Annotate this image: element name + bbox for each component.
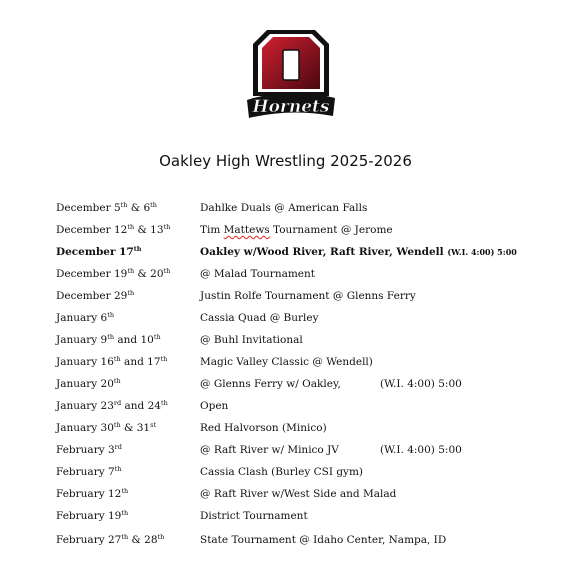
- schedule-event: [200, 444, 339, 456]
- schedule-event: [200, 268, 315, 280]
- date-start: January 23: [56, 400, 114, 412]
- date-suffix: th: [133, 245, 142, 253]
- date-start: January 20: [56, 378, 114, 390]
- date-start: December 12: [56, 224, 128, 236]
- schedule-event: [200, 378, 341, 390]
- schedule-row: [56, 466, 556, 488]
- date-start: February 12: [56, 488, 122, 500]
- event-text: Oakley w/Wood River, Raft River, Wendell: [200, 246, 448, 258]
- schedule-row: [56, 378, 556, 400]
- schedule-row: [56, 202, 556, 224]
- date-suffix: th: [163, 223, 171, 231]
- hornets-logo: [243, 26, 339, 122]
- schedule-date: [56, 422, 156, 434]
- event-text: Open: [200, 400, 229, 412]
- date-suffix: th: [121, 487, 129, 495]
- date-start: December 5: [56, 202, 121, 214]
- schedule-date: [56, 510, 128, 522]
- date-suffix: th: [121, 509, 129, 517]
- date-end: and 17: [120, 356, 161, 368]
- date-suffix: th: [107, 311, 115, 319]
- schedule-row: [56, 290, 556, 312]
- schedule-date: [56, 202, 157, 214]
- date-suffix: th: [163, 267, 171, 275]
- schedule-row: [56, 488, 556, 510]
- date-start: December 29: [56, 290, 128, 302]
- schedule-row: [56, 246, 556, 268]
- schedule-event: [200, 400, 228, 412]
- schedule-date: [56, 356, 167, 368]
- weigh-in-time: (W.I. 4:00) 5:00: [447, 247, 517, 257]
- schedule-date: [56, 334, 161, 346]
- date-end: & 13: [134, 224, 164, 236]
- schedule-date: [56, 488, 128, 500]
- schedule-row: [56, 268, 556, 290]
- event-text: Dahlke Duals @ American Falls: [200, 202, 368, 214]
- date-suffix: th: [160, 355, 168, 363]
- event-text: @ Raft River w/West Side and Malad: [200, 488, 397, 500]
- date-end: & 28: [128, 534, 158, 546]
- date-end: and 24: [121, 400, 161, 412]
- schedule-event: [200, 534, 446, 546]
- schedule-event: [200, 246, 517, 258]
- schedule-date: [56, 246, 142, 258]
- date-start: January 30: [56, 422, 114, 434]
- date-suffix: th: [127, 267, 135, 275]
- date-suffix: th: [127, 223, 135, 231]
- date-suffix: th: [120, 201, 128, 209]
- date-start: February 7: [56, 466, 115, 478]
- schedule-event: [200, 290, 416, 302]
- schedule-row: [56, 400, 556, 422]
- event-text: @ Raft River w/ Minico JV: [200, 444, 339, 456]
- date-start: February 3: [56, 444, 115, 456]
- date-suffix: st: [150, 421, 157, 429]
- date-suffix: th: [113, 377, 121, 385]
- date-start: December 17: [56, 246, 134, 258]
- event-text: @ Malad Tournament: [200, 268, 315, 280]
- date-suffix: th: [121, 533, 129, 541]
- date-suffix: rd: [113, 399, 122, 407]
- schedule-date: [56, 312, 114, 324]
- date-suffix: th: [127, 289, 135, 297]
- schedule-date: [56, 290, 134, 302]
- event-text: Cassia Quad @ Burley: [200, 312, 319, 324]
- schedule-date: [56, 400, 168, 412]
- date-start: December 19: [56, 268, 128, 280]
- schedule-event: [200, 422, 327, 434]
- schedule-event: [200, 202, 367, 214]
- schedule-row: [56, 510, 556, 532]
- schedule-event: [200, 334, 303, 346]
- event-text: State Tournament @ Idaho Center, Nampa, ID: [200, 534, 447, 546]
- event-text: Red Halvorson (Minico): [200, 422, 327, 434]
- event-text: Tim: [200, 224, 224, 236]
- event-text: @ Buhl Invitational: [200, 334, 303, 346]
- date-end: and 10: [114, 334, 154, 346]
- date-start: January 9: [56, 334, 108, 346]
- schedule-row: [56, 534, 556, 559]
- date-suffix: th: [153, 333, 161, 341]
- date-end: & 31: [120, 422, 151, 434]
- schedule-row: [56, 312, 556, 334]
- date-start: February 19: [56, 510, 122, 522]
- schedule-date: [56, 224, 170, 236]
- schedule-row: [56, 224, 556, 246]
- event-text: Justin Rolfe Tournament @ Glenns Ferry: [200, 290, 416, 302]
- event-text: Tournament @ Jerome: [269, 224, 393, 236]
- schedule-row: [56, 422, 556, 444]
- schedule-date: [56, 268, 170, 280]
- schedule-event: [200, 312, 319, 324]
- svg-text:Hornets: Hornets: [252, 97, 330, 117]
- schedule-date: [56, 378, 121, 390]
- date-suffix: th: [114, 465, 122, 473]
- schedule-date: [56, 466, 121, 478]
- schedule-event: [200, 224, 393, 236]
- event-text: Cassia Clash (Burley CSI gym): [200, 466, 364, 478]
- schedule-date: [56, 444, 122, 456]
- event-text: Mattews: [223, 224, 270, 236]
- date-start: January 6: [56, 312, 108, 324]
- event-text: Magic Valley Classic @ Wendell): [200, 356, 373, 368]
- date-suffix: th: [157, 533, 165, 541]
- event-text: @ Glenns Ferry w/ Oakley,: [200, 378, 341, 390]
- date-suffix: th: [160, 399, 168, 407]
- date-suffix: th: [107, 333, 115, 341]
- date-suffix: th: [150, 201, 157, 209]
- schedule-event: [200, 510, 308, 522]
- page-title: Oakley High Wrestling 2025-2026: [159, 152, 412, 170]
- date-suffix: th: [113, 421, 121, 429]
- date-start: February 27: [56, 534, 122, 546]
- weigh-in-time: (W.I. 4:00) 5:00: [380, 378, 462, 390]
- weigh-in-time: (W.I. 4:00) 5:00: [380, 444, 462, 456]
- schedule-event: [200, 466, 363, 478]
- schedule-list: [56, 202, 556, 559]
- date-suffix: th: [113, 355, 121, 363]
- schedule-row: [56, 334, 556, 356]
- date-end: & 20: [134, 268, 164, 280]
- schedule-date: [56, 534, 164, 546]
- schedule-row: [56, 444, 556, 466]
- schedule-event: [200, 488, 396, 500]
- date-start: January 16: [56, 356, 114, 368]
- event-text: District Tournament: [200, 510, 308, 522]
- date-end: & 6: [127, 202, 151, 214]
- schedule-event: [200, 356, 373, 368]
- date-suffix: rd: [114, 443, 122, 451]
- schedule-row: [56, 356, 556, 378]
